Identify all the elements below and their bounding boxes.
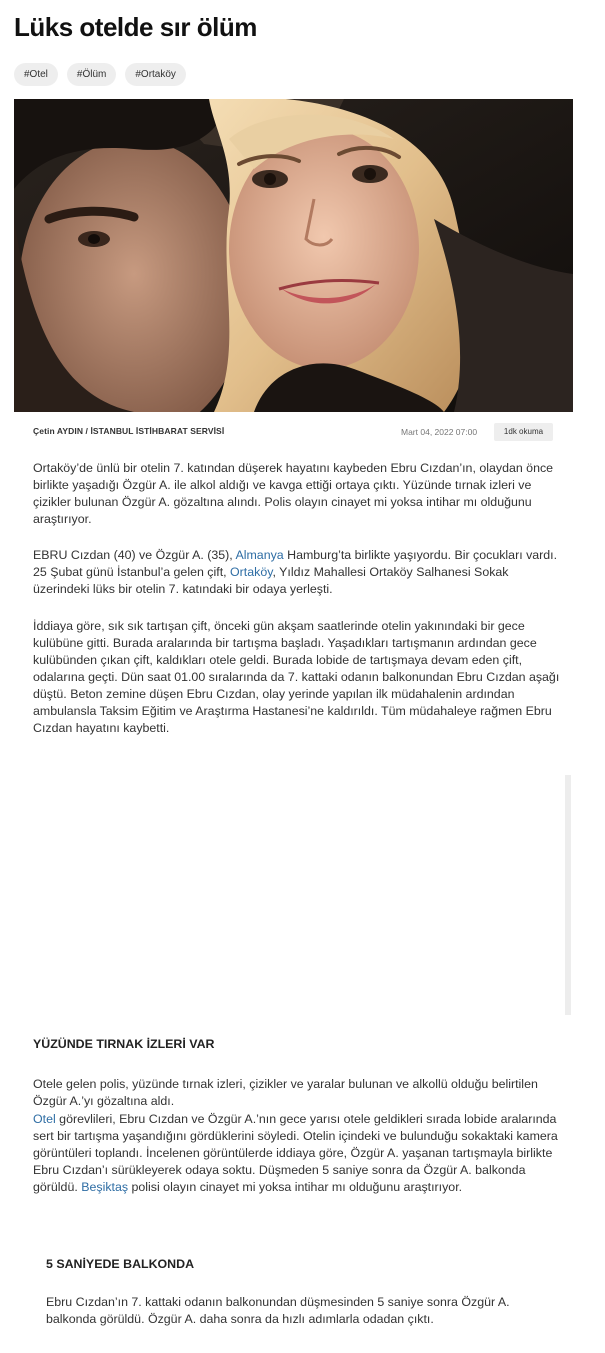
paragraph-intro: Ortaköy’de ünlü bir otelin 7. katından düşerek hayatını kaybeden Ebru Cızdan’ın, olaydan önce birlikte yaşadığı Özgür A. ile alkol aldığı ve kavga ettiği ortaya çıktı. Yüzünde tırnak izleri ve çizikler bulunan Özgür A. gözaltına alındı. Polis olayın cinayet mi yoksa intihar mı olduğunu araştırıyor. bbox=[33, 461, 554, 526]
paragraph-2 bbox=[33, 547, 568, 598]
tag-list bbox=[14, 63, 186, 86]
tag-otel[interactable]: #Otel bbox=[14, 63, 58, 86]
paragraph-text: , Yıldız Mahallesi Ortaköy Salhanesi Sokak üzerindeki lüks bir otelin 7. katındaki bir odaya yerleşti. bbox=[33, 565, 509, 596]
article-photo bbox=[14, 99, 573, 412]
couple-selfie-image bbox=[14, 99, 573, 412]
article-title: Lüks otelde sır ölüm bbox=[14, 12, 257, 42]
author-byline: Çetin AYDIN / İSTANBUL İSTİHBARAT SERVİSİ bbox=[33, 426, 225, 436]
link-ortakoy[interactable]: Ortaköy bbox=[230, 565, 273, 579]
tag-ortakoy[interactable]: #Ortaköy bbox=[125, 63, 186, 86]
paragraph-text: görevlileri, Ebru Cızdan ve Özgür A.’nın gece yarısı otele geldikleri sırada lobide aralarında sert bir tartışma yaşandığını gördüklerini söyledi. Otelin içindeki ve bulunduğu sokaktaki kamera görüntüleri toplandı. İncelenen görüntülerde iddiaya göre, Özgür A. yaşanan tartışmayla birlikte Ebru Cızdan’ı sürükleyerek odaya soktu. Düşmeden 5 saniye sonra da Özgür A. balkonda görüldü. bbox=[33, 1112, 558, 1194]
read-time-badge: 1dk okuma bbox=[494, 423, 553, 441]
paragraph-4: Otele gelen polis, yüzünde tırnak izleri, çizikler ve yaralar bulunan ve alkollü olduğu belirtilen Özgür A.’yı gözaltına aldı. bbox=[33, 1077, 538, 1108]
link-otel[interactable]: Otel bbox=[33, 1112, 56, 1126]
paragraph-text: EBRU Cızdan (40) ve Özgür A. (35), bbox=[33, 548, 236, 562]
subheading-5-saniyede: 5 SANİYEDE BALKONDA bbox=[46, 1257, 195, 1271]
publish-date: Mart 04, 2022 07:00 bbox=[401, 427, 478, 437]
tag-olum[interactable]: #Ölüm bbox=[67, 63, 116, 86]
scrollbar-track[interactable] bbox=[565, 775, 571, 1015]
paragraph-5 bbox=[33, 1111, 568, 1196]
paragraph-text: Hamburg’ta birlikte yaşıyordu. Bir çocukları vardı. 25 Şubat günü İstanbul’a gelen çift, bbox=[33, 548, 558, 579]
paragraph-6: Ebru Cızdan’ın 7. kattaki odanın balkonundan düşmesinden 5 saniye sonra Özgür A. balkonda görüldü. Özgür A. daha sonra da hızlı adımlarla odadan çıktı. bbox=[46, 1295, 510, 1326]
link-besiktas[interactable]: Beşiktaş bbox=[81, 1180, 129, 1194]
paragraph-text: polisi olayın cinayet mi yoksa intihar mı olduğunu araştırıyor. bbox=[128, 1180, 463, 1194]
link-almanya[interactable]: Almanya bbox=[235, 548, 284, 562]
paragraph-3: İddiaya göre, sık sık tartışan çift, önceki gün akşam saatlerinde otelin yakınındaki bir gece kulübüne gitti. Burada aralarında bir tartışma başladı. Yaşadıkları tartışmanın ardından gece kulübünden çıkan çift, kaldıkları otele geldi. Burada lobide de tartışmaya devam eden çift, odalarına geçti. Dün saat 01.00 sıralarında da 7. kattaki odanın balkonundan Ebru Cızdan aşağı düştü. Beton zemine düşen Ebru Cızdan, olay yerinde yapılan ilk müdahalenin ardından ambulansla Taksim Eğitim ve Araştırma Hastanesi’ne kaldırıldı. Tüm müdahaleye rağmen Ebru Cızdan hayatını kaybetti. bbox=[33, 619, 560, 735]
subheading-tirnak-izleri: YÜZÜNDE TIRNAK İZLERİ VAR bbox=[33, 1037, 215, 1051]
